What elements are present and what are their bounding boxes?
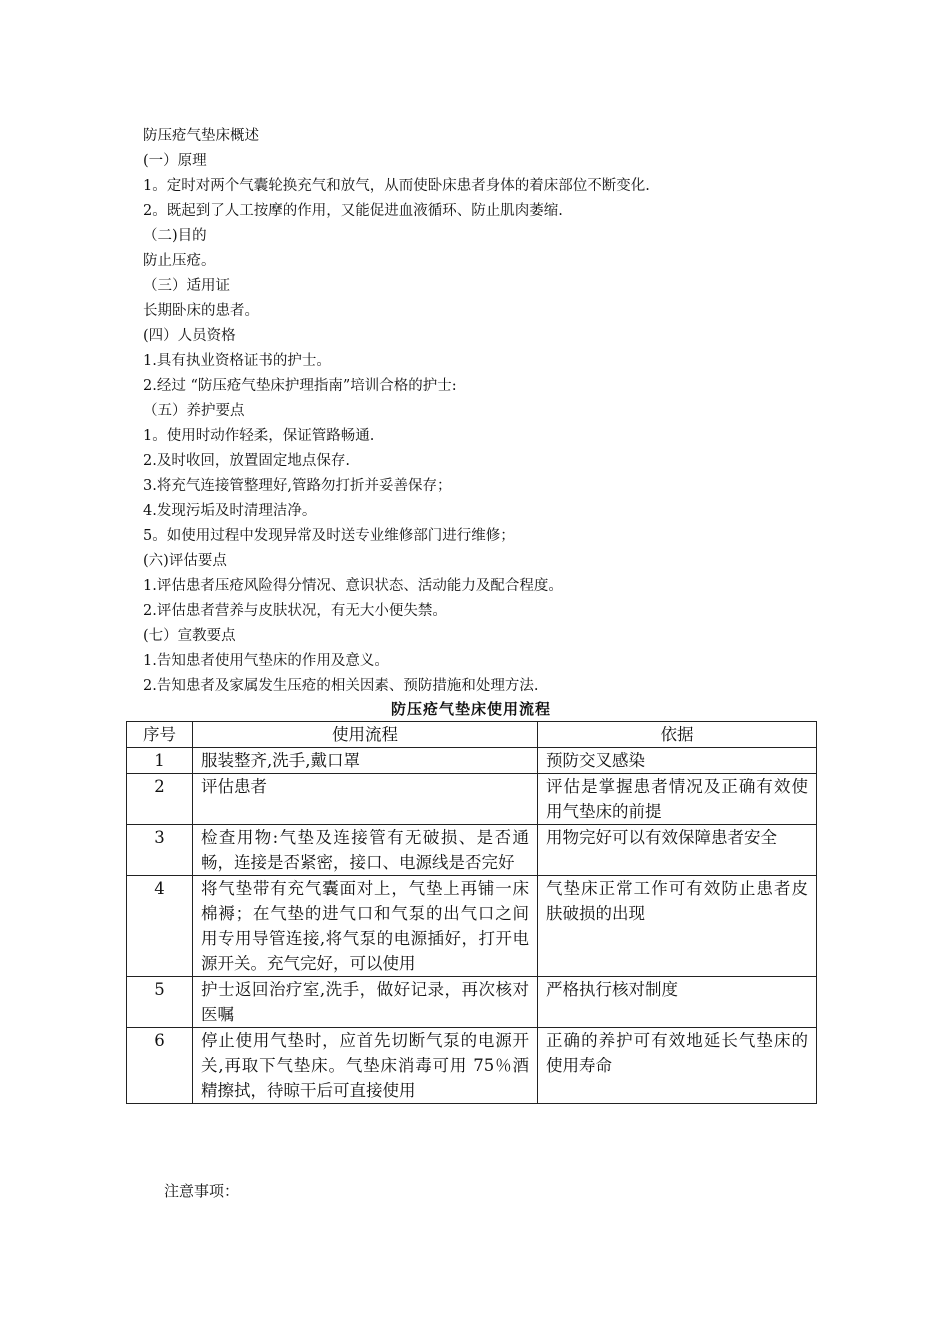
row-number: 5 xyxy=(127,977,193,1028)
row-number: 4 xyxy=(127,876,193,977)
row-basis: 严格执行核对制度 xyxy=(538,977,817,1028)
overview-line: (一）原理 xyxy=(143,153,207,169)
table-row xyxy=(127,774,817,825)
overview-line: 2.告知患者及家属发生压疮的相关因素、预防措施和处理方法. xyxy=(143,678,539,694)
overview-line: 2.及时收回，放置固定地点保存. xyxy=(143,453,350,469)
table-row xyxy=(127,748,817,774)
overview-line: （二)目的 xyxy=(143,228,207,244)
notes-heading: 注意事项： xyxy=(164,1182,240,1200)
table-row xyxy=(127,1028,817,1104)
overview-line: (四）人员资格 xyxy=(143,328,236,344)
table-row xyxy=(127,876,817,977)
overview-line: 2.评估患者营养与皮肤状况，有无大小便失禁。 xyxy=(143,603,447,619)
row-process: 服装整齐,洗手,戴口罩 xyxy=(193,748,538,774)
overview-line: 长期卧床的患者。 xyxy=(143,303,259,319)
overview-line: 2。既起到了人工按摩的作用，又能促进血液循环、防止肌肉萎缩. xyxy=(143,203,563,219)
overview-line: (六)评估要点 xyxy=(143,553,227,569)
overview-line: 1。定时对两个气囊轮换充气和放气，从而使卧床患者身体的着床部位不断变化. xyxy=(143,178,650,194)
row-basis: 评估是掌握患者情况及正确有效使用气垫床的前提 xyxy=(538,774,817,825)
header-process: 使用流程 xyxy=(193,722,538,748)
row-number: 6 xyxy=(127,1028,193,1104)
overview-line: 3.将充气连接管整理好,管路勿打折并妥善保存； xyxy=(143,478,452,494)
header-number: 序号 xyxy=(127,722,193,748)
row-process: 停止使用气垫时，应首先切断气泵的电源开关,再取下气垫床。气垫床消毒可用 75％酒精擦拭，待晾干后可直接使用 xyxy=(193,1028,538,1104)
row-number: 1 xyxy=(127,748,193,774)
row-basis: 正确的养护可有效地延长气垫床的使用寿命 xyxy=(538,1028,817,1104)
overview-line: 1。使用时动作轻柔，保证管路畅通. xyxy=(143,428,375,444)
overview-line: 2.经过 “防压疮气垫床护理指南”培训合格的护士: xyxy=(143,378,457,394)
overview-line: （五）养护要点 xyxy=(143,403,245,419)
procedure-table xyxy=(126,721,817,1104)
overview-section xyxy=(143,124,843,699)
row-basis: 用物完好可以有效保障患者安全 xyxy=(538,825,817,876)
table-row xyxy=(127,977,817,1028)
row-process: 评估患者 xyxy=(193,774,538,825)
overview-line: 4.发现污垢及时清理洁净。 xyxy=(143,503,317,519)
header-basis: 依据 xyxy=(538,722,817,748)
overview-line: 1.告知患者使用气垫床的作用及意义。 xyxy=(143,653,389,669)
table-row xyxy=(127,825,817,876)
overview-line: 1.具有执业资格证书的护士。 xyxy=(143,353,331,369)
row-process: 护士返回治疗室,洗手，做好记录，再次核对医嘱 xyxy=(193,977,538,1028)
row-process: 将气垫带有充气囊面对上，气垫上再铺一床棉褥；在气垫的进气口和气泵的出气口之间用专用导管连接,将气泵的电源插好，打开电源开关。充气完好，可以使用 xyxy=(193,876,538,977)
row-number: 2 xyxy=(127,774,193,825)
row-basis: 预防交叉感染 xyxy=(538,748,817,774)
row-number: 3 xyxy=(127,825,193,876)
overview-line: 防压疮气垫床概述 xyxy=(143,128,259,144)
table-header-row xyxy=(127,722,817,748)
row-basis: 气垫床正常工作可有效防止患者皮肤破损的出现 xyxy=(538,876,817,977)
row-process: 检查用物:气垫及连接管有无破损、是否通畅，连接是否紧密，接口、电源线是否完好 xyxy=(193,825,538,876)
overview-line: 防止压疮。 xyxy=(143,253,216,269)
overview-line: 1.评估患者压疮风险得分情况、意识状态、活动能力及配合程度。 xyxy=(143,578,563,594)
overview-line: （三）适用证 xyxy=(143,278,230,294)
overview-line: (七）宣教要点 xyxy=(143,628,236,644)
table-title: 防压疮气垫床使用流程 xyxy=(390,700,551,718)
overview-line: 5。如使用过程中发现异常及时送专业维修部门进行维修； xyxy=(143,528,515,544)
